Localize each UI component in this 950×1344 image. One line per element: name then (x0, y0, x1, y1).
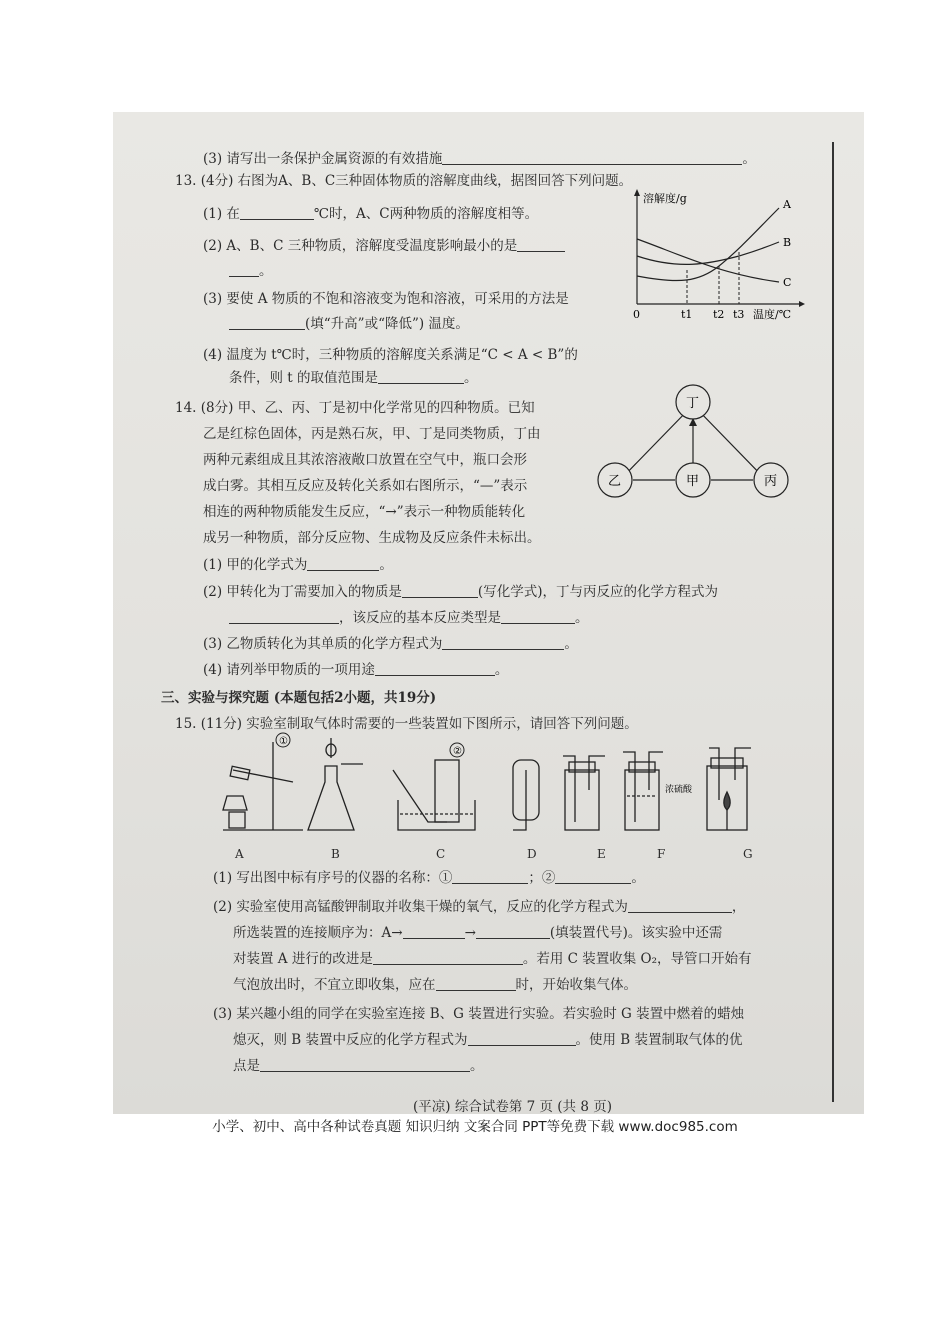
q12-part3: (3) 请写出一条保护金属资源的有效措施 。 (203, 151, 756, 167)
label-a: A (235, 847, 244, 861)
apparatus-a (223, 742, 303, 830)
q13-part4-cont: 条件，则 t 的取值范围是 。 (229, 370, 478, 386)
q15-part3-cont: 熄灭，则 B 装置中反应的化学方程式为 。使用 B 装置制取气体的优 (233, 1032, 743, 1048)
q14-stem-3: 两种元素组成且其浓溶液敞口放置在空气中，瓶口会形 (203, 452, 527, 468)
q15-part3-end: 点是 。 (233, 1058, 484, 1074)
q13-part2-cont: 。 (229, 262, 273, 280)
exam-page-photo (113, 112, 864, 1114)
page-footer: (平凉) 综合试卷第 7 页 (共 8 页) (413, 1099, 612, 1114)
acid-label: 浓硫酸 (665, 785, 693, 795)
solubility-chart (619, 184, 809, 334)
apparatus-g (707, 748, 751, 830)
tick-t3: t3 (733, 308, 745, 321)
site-footer: 小学、初中、高中各种试卷真题 知识归纳 文案合同 PPT等免费下载 www.doc985.com (212, 1119, 738, 1135)
node-yi-label: 乙 (608, 474, 622, 489)
q15-part3: (3) 某兴趣小组的同学在实验室连接 B、G 装置进行实验。若实验时 G 装置中燃着的蜡烛 (213, 1006, 745, 1022)
tick-t1: t1 (681, 308, 693, 321)
q14-stem-1: 14. (8分) 甲、乙、丙、丁是初中化学常见的四种物质。已知 (175, 400, 535, 416)
curve-c (637, 239, 779, 282)
q15-part1: (1) 写出图中标有序号的仪器的名称：① ；② 。 (213, 870, 645, 886)
q14-stem-6: 成另一种物质，部分反应物、生成物及反应条件未标出。 (203, 530, 541, 546)
q13-part3: (3) 要使 A 物质的不饱和溶液变为饱和溶液，可采用的方法是 (203, 291, 569, 307)
q13-part3-cont: (填“升高”或“降低”) 温度。 (229, 315, 469, 333)
label-f: F (657, 847, 666, 861)
apparatus-b (308, 738, 363, 830)
label-g: G (743, 847, 753, 861)
q14-part1: (1) 甲的化学式为 。 (203, 557, 393, 573)
curve-b (637, 242, 779, 264)
page-margin-rule (832, 142, 834, 1102)
x-axis-arrow (799, 301, 805, 307)
tick-0: 0 (633, 308, 640, 321)
q15-part2-order: 所选装置的连接顺序为：A→ → (填装置代号)。该实验中还需 (233, 925, 723, 941)
apparatus-c (393, 760, 475, 830)
series-label-a: A (783, 198, 791, 211)
apparatus-e (563, 756, 605, 830)
label-e: E (597, 847, 606, 861)
tick-t2: t2 (713, 308, 725, 321)
node-bing-label: 丙 (764, 474, 778, 489)
marker-1: ① (279, 736, 288, 747)
q13-part4: (4) 温度为 t℃时，三种物质的溶解度关系满足“C < A < B”的 (203, 347, 578, 363)
curve-a (637, 208, 779, 281)
label-b: B (331, 847, 340, 861)
q14-stem-5: 相连的两种物质能发生反应，“→”表示一种物质能转化 (203, 504, 526, 520)
q15-part2-improve: 对装置 A 进行的改进是 。若用 C 装置收集 O₂，导管口开始有 (233, 951, 752, 967)
q14-stem-2: 乙是红棕色固体，丙是熟石灰，甲、丁是同类物质，丁由 (203, 426, 541, 442)
label-c: C (436, 847, 446, 861)
q14-stem-4: 成白雾。其相互反应及转化关系如右图所示，“—”表示 (203, 478, 528, 494)
q15-part2: (2) 实验室使用高锰酸钾制取并收集干燥的氧气，反应的化学方程式为 ， (213, 899, 746, 915)
y-axis-label: 溶解度/g (643, 192, 687, 205)
q13-part2: (2) A、B、C 三种物质，溶解度受温度影响最小的是 (203, 237, 565, 255)
x-axis-label: 温度/℃ (753, 308, 792, 321)
marker-2: ② (453, 746, 462, 757)
y-axis-arrow (634, 189, 640, 196)
q14-part3: (3) 乙物质转化为其单质的化学方程式为 。 (203, 636, 578, 652)
q15-stem: 15. (11分) 实验室制取气体时需要的一些装置如下图所示，请回答下列问题。 (175, 716, 638, 732)
q13-part1: (1) 在 ℃时，A、C两种物质的溶解度相等。 (203, 206, 539, 222)
q13-stem: 13. (4分) 右图为A、B、C三种固体物质的溶解度曲线，据图回答下列问题。 (175, 173, 633, 189)
label-d: D (527, 847, 537, 861)
q14-part2: (2) 甲转化为丁需要加入的物质是 (写化学式)，丁与丙反应的化学方程式为 (203, 584, 718, 600)
node-jia-label: 甲 (686, 474, 700, 489)
apparatus-f (623, 752, 663, 830)
section-3-heading: 三、实验与探究题 (本题包括2小题，共19分) (161, 690, 437, 706)
q15-part2-collect: 气泡放出时，不宜立即收集，应在 时，开始收集气体。 (233, 977, 637, 993)
series-label-c: C (783, 276, 792, 289)
apparatus-figure (213, 730, 793, 840)
apparatus-d (513, 760, 539, 830)
node-ding-label: 丁 (686, 396, 700, 411)
series-label-b: B (783, 236, 792, 249)
q14-part2-cont: ，该反应的基本反应类型是 。 (229, 609, 589, 627)
q14-part4: (4) 请列举甲物质的一项用途 。 (203, 662, 509, 678)
relation-diagram (593, 380, 793, 510)
